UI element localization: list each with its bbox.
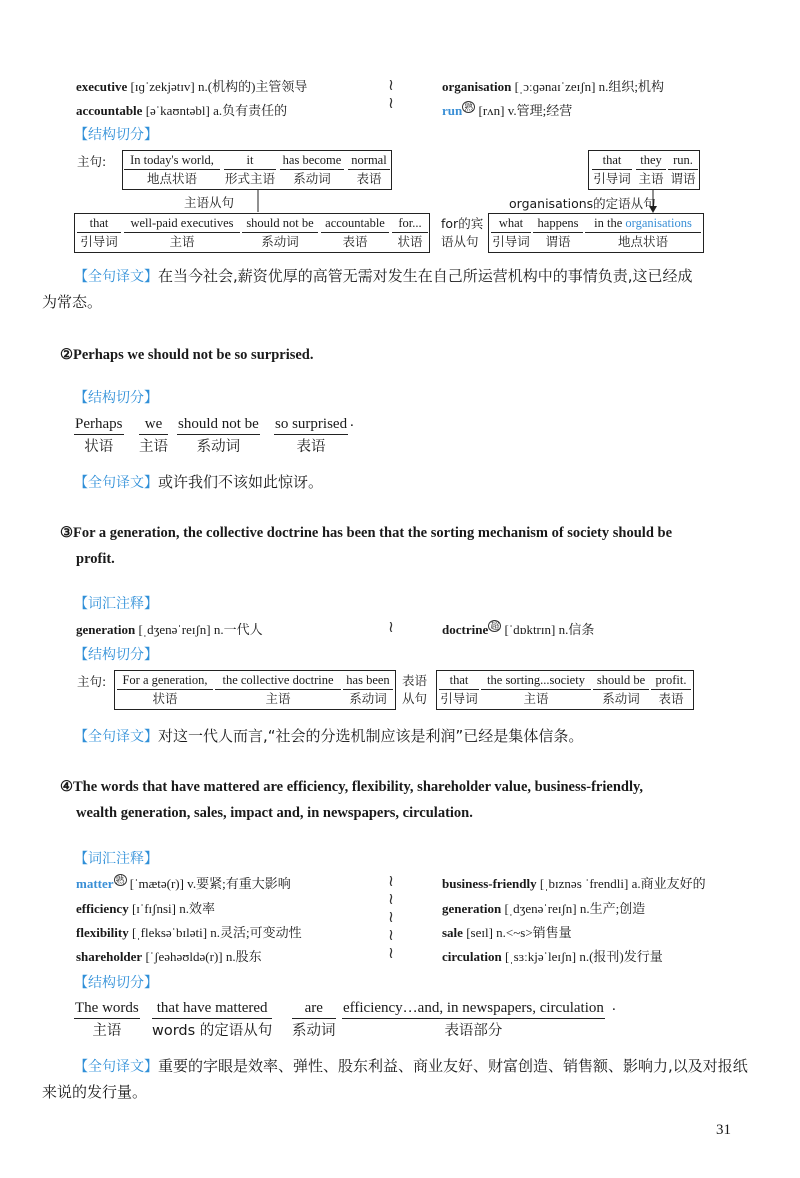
translation-block	[42, 1054, 762, 1105]
vocab-generation	[76, 619, 263, 638]
vocab-def: [ˌsɜːkjəˈleɪʃn] n.(报刊)发行量	[501, 949, 663, 964]
subject-cell: that 引导词	[77, 215, 121, 251]
vocab-def: [ˈmætə(r)] v.要紧;有重大影响	[126, 876, 291, 891]
sentence-heading: ②Perhaps we should not be so surprised.	[60, 347, 314, 363]
vocab-def: [əˈkaʊntəbl] a.负有责任的	[142, 103, 288, 118]
vocab-def: [ˌbɪznəs ˈfrendli] a.商业友好的	[536, 876, 706, 891]
vocab-circulation	[442, 946, 663, 965]
translation-text: 在当今社会,薪资优厚的高管无需对发生在自己所运营机构中的事情负责,这已经成	[158, 267, 693, 285]
vocab-word: run	[442, 103, 463, 118]
vocab-tag: 【词汇注释】	[74, 851, 158, 867]
vocab-def: [ˈdɒktrɪn] n.信条	[501, 622, 595, 637]
structure-tag: 【结构切分】	[74, 390, 158, 406]
translation-text: 或许我们不该如此惊讶。	[158, 473, 324, 491]
vocab-def: [ˌdʒenəˈreɪʃn] n.一代人	[135, 622, 263, 637]
structure-cell: so surprised 表语	[275, 416, 348, 455]
vocab-word: organisation	[442, 79, 512, 94]
vocab-word: generation	[442, 901, 502, 916]
vocab-flexibility	[76, 922, 302, 941]
translation-text: 为常态。	[42, 293, 103, 311]
structure-cell: should not be 系动词	[178, 416, 259, 455]
attr-clause-label: organisations的定语从句	[509, 196, 656, 211]
translation-tag: 【全句译文】	[74, 1059, 158, 1075]
structure-tag: 【结构切分】	[74, 127, 158, 143]
vocab-word: efficiency	[76, 901, 129, 916]
object-cell: what 引导词	[492, 216, 530, 249]
clause-cell: the sorting...society 主语	[481, 672, 591, 708]
main-cell: has been 系动词	[343, 672, 393, 708]
subject-clause-label: 主语从句	[184, 195, 235, 210]
subject-cell: accountable 表语	[321, 215, 389, 251]
clause-cell: that 引导词	[440, 673, 478, 706]
vocab-word: executive	[76, 79, 128, 94]
structure-cell: The words 主语	[75, 1000, 139, 1039]
main-cell: has become 系动词	[280, 152, 344, 188]
sentence-heading: ③For a generation, the collective doctrine has been that the sorting mechanism of society should be profit.	[60, 525, 673, 567]
subject-cell: well-paid executives 主语	[124, 215, 240, 251]
wave-divider: ≀ ≀	[388, 77, 394, 112]
page-number: 31	[716, 1122, 731, 1138]
translation-text: 对这一代人而言,“社会的分选机制应该是利润”已经是集体信条。	[158, 727, 584, 745]
vocab-sale	[442, 922, 572, 941]
advanced-mark-icon: 超	[490, 620, 500, 631]
translation-text: 来说的发行量。	[42, 1083, 148, 1101]
main-cell: the collective doctrine 主语	[215, 672, 341, 708]
familiar-mark-icon: 熟	[115, 874, 125, 885]
translation-text: 重要的字眼是效率、弹性、股东利益、商业友好、财富创造、销售额、影响力,以及对报纸	[158, 1057, 748, 1075]
object-cell: happens 谓语	[533, 215, 583, 251]
main-clause-label: 主句:	[77, 674, 107, 689]
structure-cell: efficiency…and, in newspapers, circulation 表语部分	[343, 1000, 604, 1039]
vocab-word: business-friendly	[442, 876, 537, 891]
translation-block	[74, 470, 323, 496]
vocab-def: [ˌfleksəˈbɪləti] n.灵活;可变动性	[128, 925, 302, 940]
main-clause-label: 主句:	[77, 154, 107, 169]
main-cell: it 形式主语	[224, 153, 275, 186]
vocab-matter	[76, 873, 291, 892]
translation-tag: 【全句译文】	[74, 729, 158, 745]
structure-cell: are 系动词	[292, 1000, 336, 1039]
sentence-period: .	[350, 414, 354, 430]
main-cell: For a generation, 状语	[117, 672, 213, 708]
translation-tag: 【全句译文】	[74, 269, 158, 285]
translation-tag: 【全句译文】	[74, 475, 158, 491]
structure-cell: we 主语	[139, 416, 168, 455]
attr-cell: they 主语	[636, 152, 666, 188]
main-cell: In today's world, 地点状语	[124, 152, 220, 188]
vocab-def: [ˈʃeəhəʊldə(r)] n.股东	[142, 949, 262, 964]
vocab-def: [ɪɡˈzekjətɪv] n.(机构的)主管领导	[127, 79, 308, 94]
structure-tag: 【结构切分】	[74, 647, 158, 663]
structure-tag: 【结构切分】	[74, 975, 158, 991]
main-cell: normal 表语	[348, 152, 390, 188]
vocab-def: [ˌdʒenəˈreɪʃn] n.生产;创造	[501, 901, 646, 916]
vocab-efficiency	[76, 898, 215, 917]
attr-cell: run. 谓语	[668, 152, 698, 188]
wave-divider: ≀ ≀ ≀ ≀ ≀	[388, 873, 394, 962]
predicative-clause-label: 表语 从句	[402, 673, 428, 706]
vocab-word: accountable	[76, 103, 143, 118]
clause-cell: profit. 表语	[651, 672, 691, 708]
vocab-word: generation	[76, 622, 136, 637]
vocab-def: [rʌn] v.管理;经营	[475, 103, 573, 118]
sentence-period: .	[612, 998, 616, 1014]
structure-cell: Perhaps 状语	[75, 416, 123, 455]
object-cell: in the organisations 地点状语	[585, 215, 701, 251]
translation-block	[74, 724, 583, 750]
vocab-tag: 【词汇注释】	[74, 596, 158, 612]
vocab-shareholder	[76, 946, 262, 965]
vocab-business-friendly	[442, 873, 706, 892]
translation-block	[42, 264, 762, 315]
vocab-generation	[442, 898, 645, 917]
sentence-heading: ④The words that have mattered are efficiency, flexibility, shareholder value, business-friendly, wealth generation, sales, impact and, in newspapers, circulation.	[60, 779, 644, 821]
vocab-word: sale	[442, 925, 463, 940]
attr-cell: that 引导词	[593, 153, 631, 186]
vocab-def: [ɪˈfɪʃnsi] n.效率	[128, 901, 215, 916]
vocab-word: doctrine	[442, 622, 489, 637]
vocab-word: circulation	[442, 949, 502, 964]
vocab-word: matter	[76, 876, 114, 891]
vocab-def: [ˌɔːɡənaɪˈzeɪʃn] n.组织;机构	[511, 79, 665, 94]
subject-cell: should not be 系动词	[242, 215, 318, 251]
clause-cell: should be 系动词	[593, 672, 649, 708]
wave-divider: ≀	[388, 619, 394, 636]
familiar-mark-icon: 熟	[464, 101, 474, 112]
vocab-doctrine	[442, 619, 594, 638]
subject-cell: for... 状语	[392, 215, 428, 251]
vocab-word: flexibility	[76, 925, 129, 940]
for-object-label: for的宾 语从句	[441, 216, 484, 249]
vocab-word: shareholder	[76, 949, 143, 964]
structure-cell: that have mattered words 的定语从句	[152, 1000, 273, 1039]
vocab-def: [seɪl] n.<~s>销售量	[462, 925, 572, 940]
